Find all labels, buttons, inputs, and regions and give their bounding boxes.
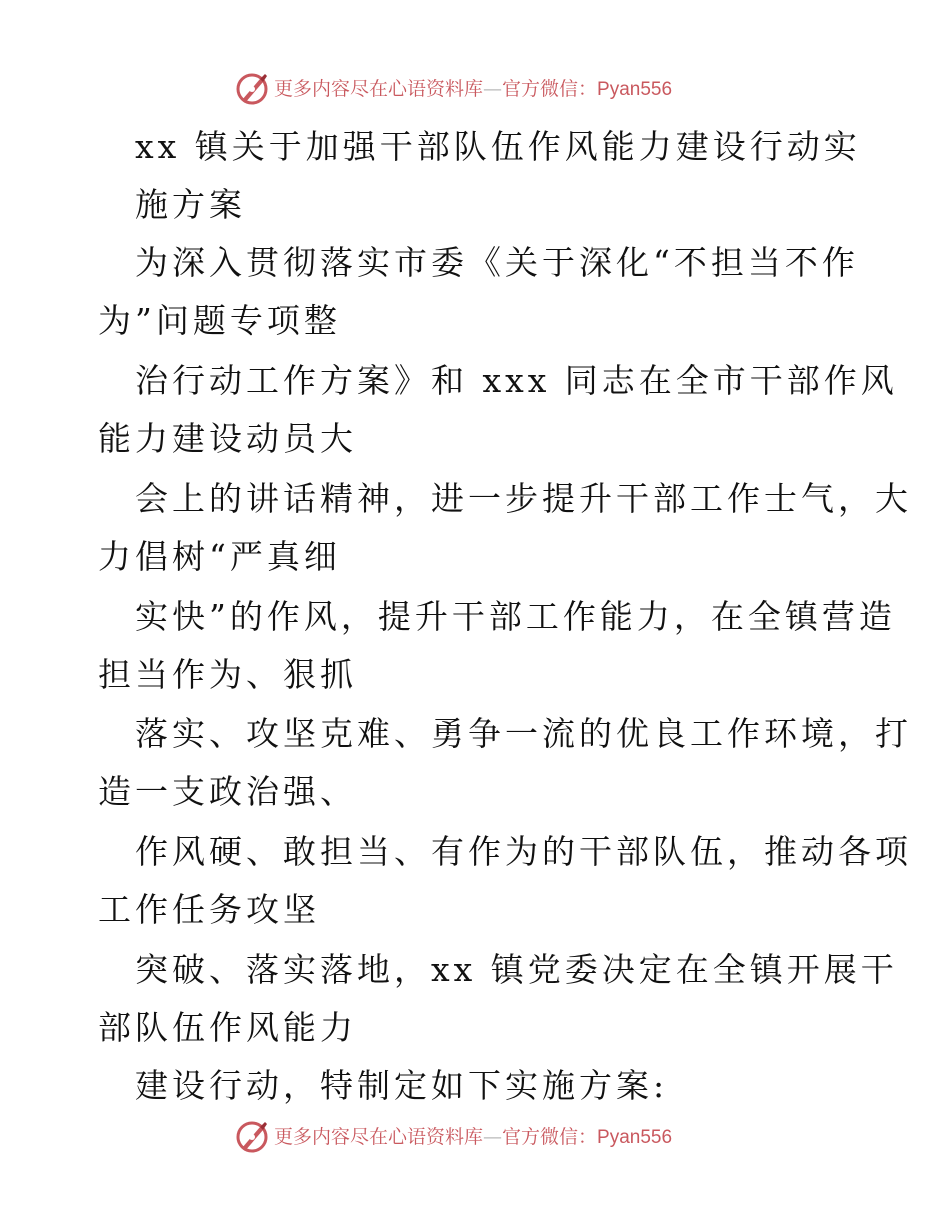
document-title-line-2: 施方案	[135, 185, 246, 224]
fountain-pen-logo-icon	[233, 1118, 271, 1156]
fountain-pen-logo-icon	[233, 70, 271, 108]
body-line: 建设行动，特制定如下实施方案:	[135, 1066, 669, 1105]
body-line: 会上的讲话精神，进一步提升干部工作士气，大	[135, 479, 912, 518]
body-line: 治行动工作方案》和 xxx 同志在全市干部作风	[135, 361, 898, 400]
footer-watermark	[0, 1118, 950, 1162]
watermark-account: Pyan556	[597, 1127, 673, 1148]
watermark-official: 官方微信：	[502, 1126, 598, 1148]
watermark-site: 更多内容尽在心语资料库	[274, 1126, 484, 1148]
watermark-site: 更多内容尽在心语资料库	[274, 78, 484, 100]
watermark-official: 官方微信：	[502, 78, 598, 100]
body-line: 部队伍作风能力	[98, 1008, 357, 1047]
body-line: 能力建设动员大	[98, 419, 357, 458]
watermark-account: Pyan556	[597, 79, 673, 100]
document-title-line-1: xx 镇关于加强干部队伍作风能力建设行动实	[135, 127, 861, 166]
body-line: 落实、攻坚克难、勇争一流的优良工作环境，打	[135, 714, 912, 753]
body-line: 为深入贯彻落实市委《关于深化“不担当不作	[135, 243, 859, 282]
body-line: 为”问题专项整	[98, 301, 341, 340]
body-line: 实快”的作风，提升干部工作能力，在全镇营造	[135, 597, 896, 636]
watermark-separator: —	[483, 78, 503, 100]
body-line: 突破、落实落地，xx 镇党委决定在全镇开展干	[135, 950, 898, 989]
body-line: 工作任务攻坚	[98, 890, 320, 929]
body-line: 力倡树“严真细	[98, 537, 341, 576]
watermark-text	[274, 76, 672, 103]
body-line: 造一支政治强、	[98, 772, 357, 811]
watermark-separator: —	[483, 1126, 503, 1148]
body-line: 作风硬、敢担当、有作为的干部队伍，推动各项	[135, 832, 912, 871]
header-watermark	[0, 70, 950, 114]
watermark-text	[274, 1124, 672, 1151]
body-line: 担当作为、狠抓	[98, 655, 357, 694]
